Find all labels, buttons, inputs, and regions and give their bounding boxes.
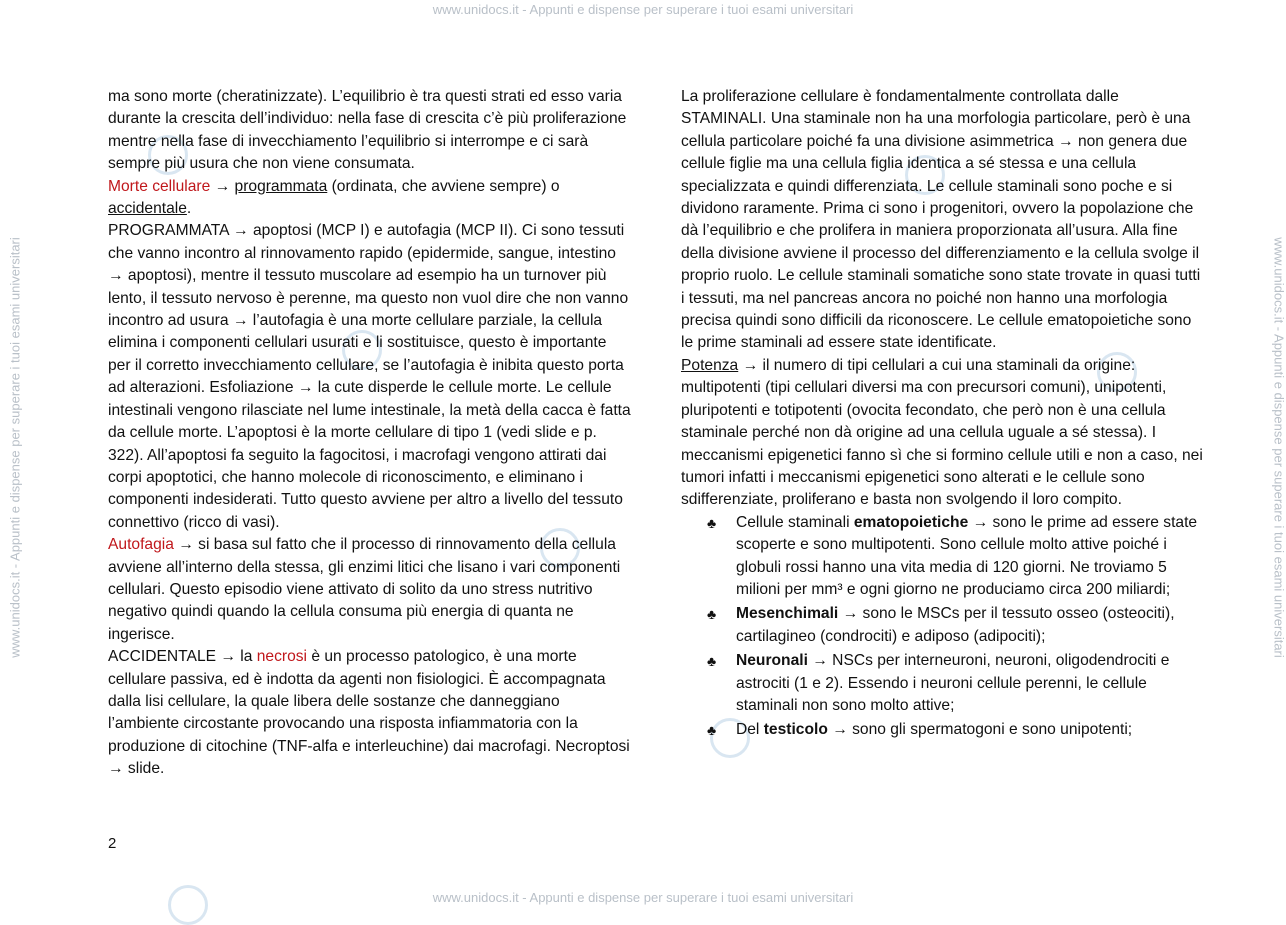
watermark-bottom: www.unidocs.it - Appunti e dispense per superare i tuoi esami universitari [0,890,1286,905]
club-bullet-icon: ♣ [707,603,716,625]
paragraph: PROGRAMMATA → apoptosi (MCP I) e autofagia (MCP II). Ci sono tessuti che vanno incontro al rinnovamento rapido (epidermide, sangue, intestino → apoptosi), mentre il tessuto muscolare ad esempio ha un turnover più lento, il tessuto nervoso è perenne, ma questo non vuol dire che non vanno incontro ad usura → l’autofagia è una morte cellulare parziale, la cellula elimina i componenti cellulari usurati e li sostituisce, questo è importante per il corretto invecchiamento cellulare, se l’autofagia è inibita questo porta ad alterazioni. Esfoliazione → la cute disperde le cellule morte. Le cellule intestinali vengono rilasciate nel lume intestinale, la metà della cacca è fatta da cellule morte. L’apoptosi è la morte cellulare di tipo 1 (vedi slide e p. 322). All’apoptosi fa seguito la fagocitosi, i macrofagi vengono attirati dai corpi apoptotici, che hanno molecole di riconoscimento, e eliminano i componenti indesiderati. Tutto questo avviene per altro a livello del tessuto connettivo (ricco di vasi). [108,220,633,534]
paragraph: ma sono morte (cheratinizzate). L’equilibrio è tra questi strati ed esso varia durante la crescita dell’individuo: nella fase di crescita c’è più proliferazione mentre nella fase di invecchiamento l’equilibrio si interrompe e ci sarà sempre più usura che non viene consumata. [108,86,633,176]
left-column [108,86,633,781]
paragraph: Potenza → il numero di tipi cellulari a cui una staminali da origine: multipotenti (tipi cellulari diversi ma con precursori comuni), unipotenti, pluripotenti e totipotenti (ovocita fecondato, che però non è una cellula staminale perché non dà origine ad una cellula uguale a sé stessa). I meccanismi epigenetici fanno sì che si formino cellule utili e non a caso, nei tumori infatti i meccanismi epigenetici sono alterati e le cellule sono sdifferenziate, proliferano e basta non svolgendo il loro compito. [681,355,1206,512]
term-autofagia: Autofagia [108,536,174,553]
club-bullet-icon: ♣ [707,719,716,741]
term-accidentale: accidentale [108,200,187,217]
right-column [681,86,1206,744]
term-programmata: programmata [235,178,328,195]
stem-cell-list [681,512,1206,742]
club-bullet-icon: ♣ [707,650,716,672]
term-necrosi: necrosi [257,648,307,665]
page-number: 2 [108,835,116,852]
watermark-right: www.unidocs.it - Appunti e dispense per superare i tuoi esami universitari [1272,103,1286,793]
list-item: ♣ Mesenchimali → sono le MSCs per il tessuto osseo (osteociti), cartilagineo (condrociti) e adiposo (adipociti); [681,603,1206,648]
paragraph: ACCIDENTALE → la necrosi è un processo patologico, è una morte cellulare passiva, ed è indotta da agenti non fisiologici. È accompagnata dalla lisi cellulare, la quale libera delle sostanze che danneggiano l’ambiente circostante provocando una risposta infiammatoria con la produzione di citochine (TNF-alfa e interleuchine) dai macrofagi. Necroptosi → slide. [108,646,633,780]
watermark-top: www.unidocs.it - Appunti e dispense per superare i tuoi esami universitari [0,2,1286,17]
paragraph: La proliferazione cellulare è fondamentalmente controllata dalle STAMINALI. Una staminale non ha una morfologia particolare, però è una cellula particolare poiché fa una divisione asimmetrica → non genera due cellule figlie ma una cellula figlia identica a sé stessa e una cellula specializzata e quindi differenziata. Le cellule staminali sono poche e si dividono raramente. Prima ci sono i progenitori, ovvero la popolazione che dà l’equilibrio e che prolifera in maniera proporzionata all’usura. Alla fine della divisione avviene il processo del differenziamento e la cellula svolge il proprio ruolo. Le cellule staminali somatiche sono state trovate in quasi tutti i tessuti, ma nel pancreas ancora no poiché non hanno una morfologia precisa quindi sono difficili da riconoscere. Le cellule ematopoietiche sono le prime staminali ad essere state identificate. [681,86,1206,355]
list-item: ♣ Cellule staminali ematopoietiche → sono le prime ad essere state scoperte e sono multipotenti. Sono cellule molto attive poiché i globuli rossi hanno una vita media di 120 giorni. Ne troviamo 5 milioni per mm³ e ogni giorno ne produciamo circa 200 miliardi; [681,512,1206,602]
club-bullet-icon: ♣ [707,512,716,534]
watermark-logo-icon [168,885,208,925]
paragraph: Morte cellulare → programmata (ordinata, che avviene sempre) o accidentale. [108,176,633,221]
term-potenza: Potenza [681,357,738,374]
paragraph: Autofagia → si basa sul fatto che il processo di rinnovamento della cellula avviene all’interno della stessa, gli enzimi litici che lisano i vari componenti cellulari. Questo episodio viene attivato di solito da uno stress nutritivo negativo quindi quando la cellula consuma più energia di quanta ne ingerisce. [108,534,633,646]
watermark-left: www.unidocs.it - Appunti e dispense per superare i tuoi esami universitari [8,103,23,793]
term-morte-cellulare: Morte cellulare [108,178,210,195]
list-item: ♣ Neuronali → NSCs per interneuroni, neuroni, oligodendrociti e astrociti (1 e 2). Essendo i neuroni cellule perenni, le cellule staminali non sono molto attive; [681,650,1206,717]
list-item: ♣ Del testicolo → sono gli spermatogoni e sono unipotenti; [681,719,1206,741]
